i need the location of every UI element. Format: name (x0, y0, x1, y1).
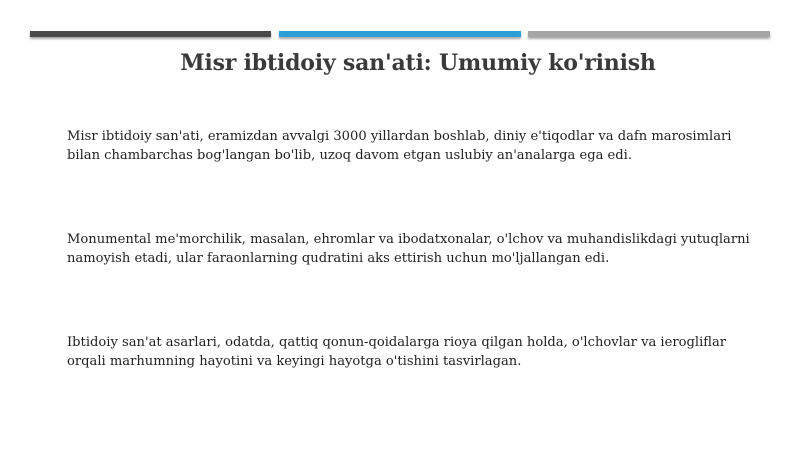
paragraph-3: Ibtidoiy san'at asarlari, odatda, qattiq qonun-qoidalarga rioya qilgan holda, o'lchovlar va ierogliflar orqali marhumning hayotini va keyingi hayotga o'tishini tasvirlagan. (67, 335, 727, 369)
slide-title: Misr ibtidoiy san'ati: Umumiy ko'rinish (180, 50, 656, 76)
paragraph-1: Misr ibtidoiy san'ati, eramizdan avvalgi 3000 yillardan boshlab, diniy e'tiqodlar va dafn marosimlari bilan chambarchas bog'langan bo'lib, uzoq davom etgan uslubiy an'analarga ega edi. (67, 129, 732, 163)
header-bar-blue (279, 31, 521, 37)
paragraph-2: Monumental me'morchilik, masalan, ehromlar va ibodatxonalar, o'lchov va muhandislikdagi yutuqlarni namoyish etadi, ular faraonlarning qudratini aks ettirish uchun mo'ljallangan edi. (67, 232, 750, 266)
header-bar-gray (528, 31, 770, 37)
header-bar-dark (30, 31, 271, 37)
